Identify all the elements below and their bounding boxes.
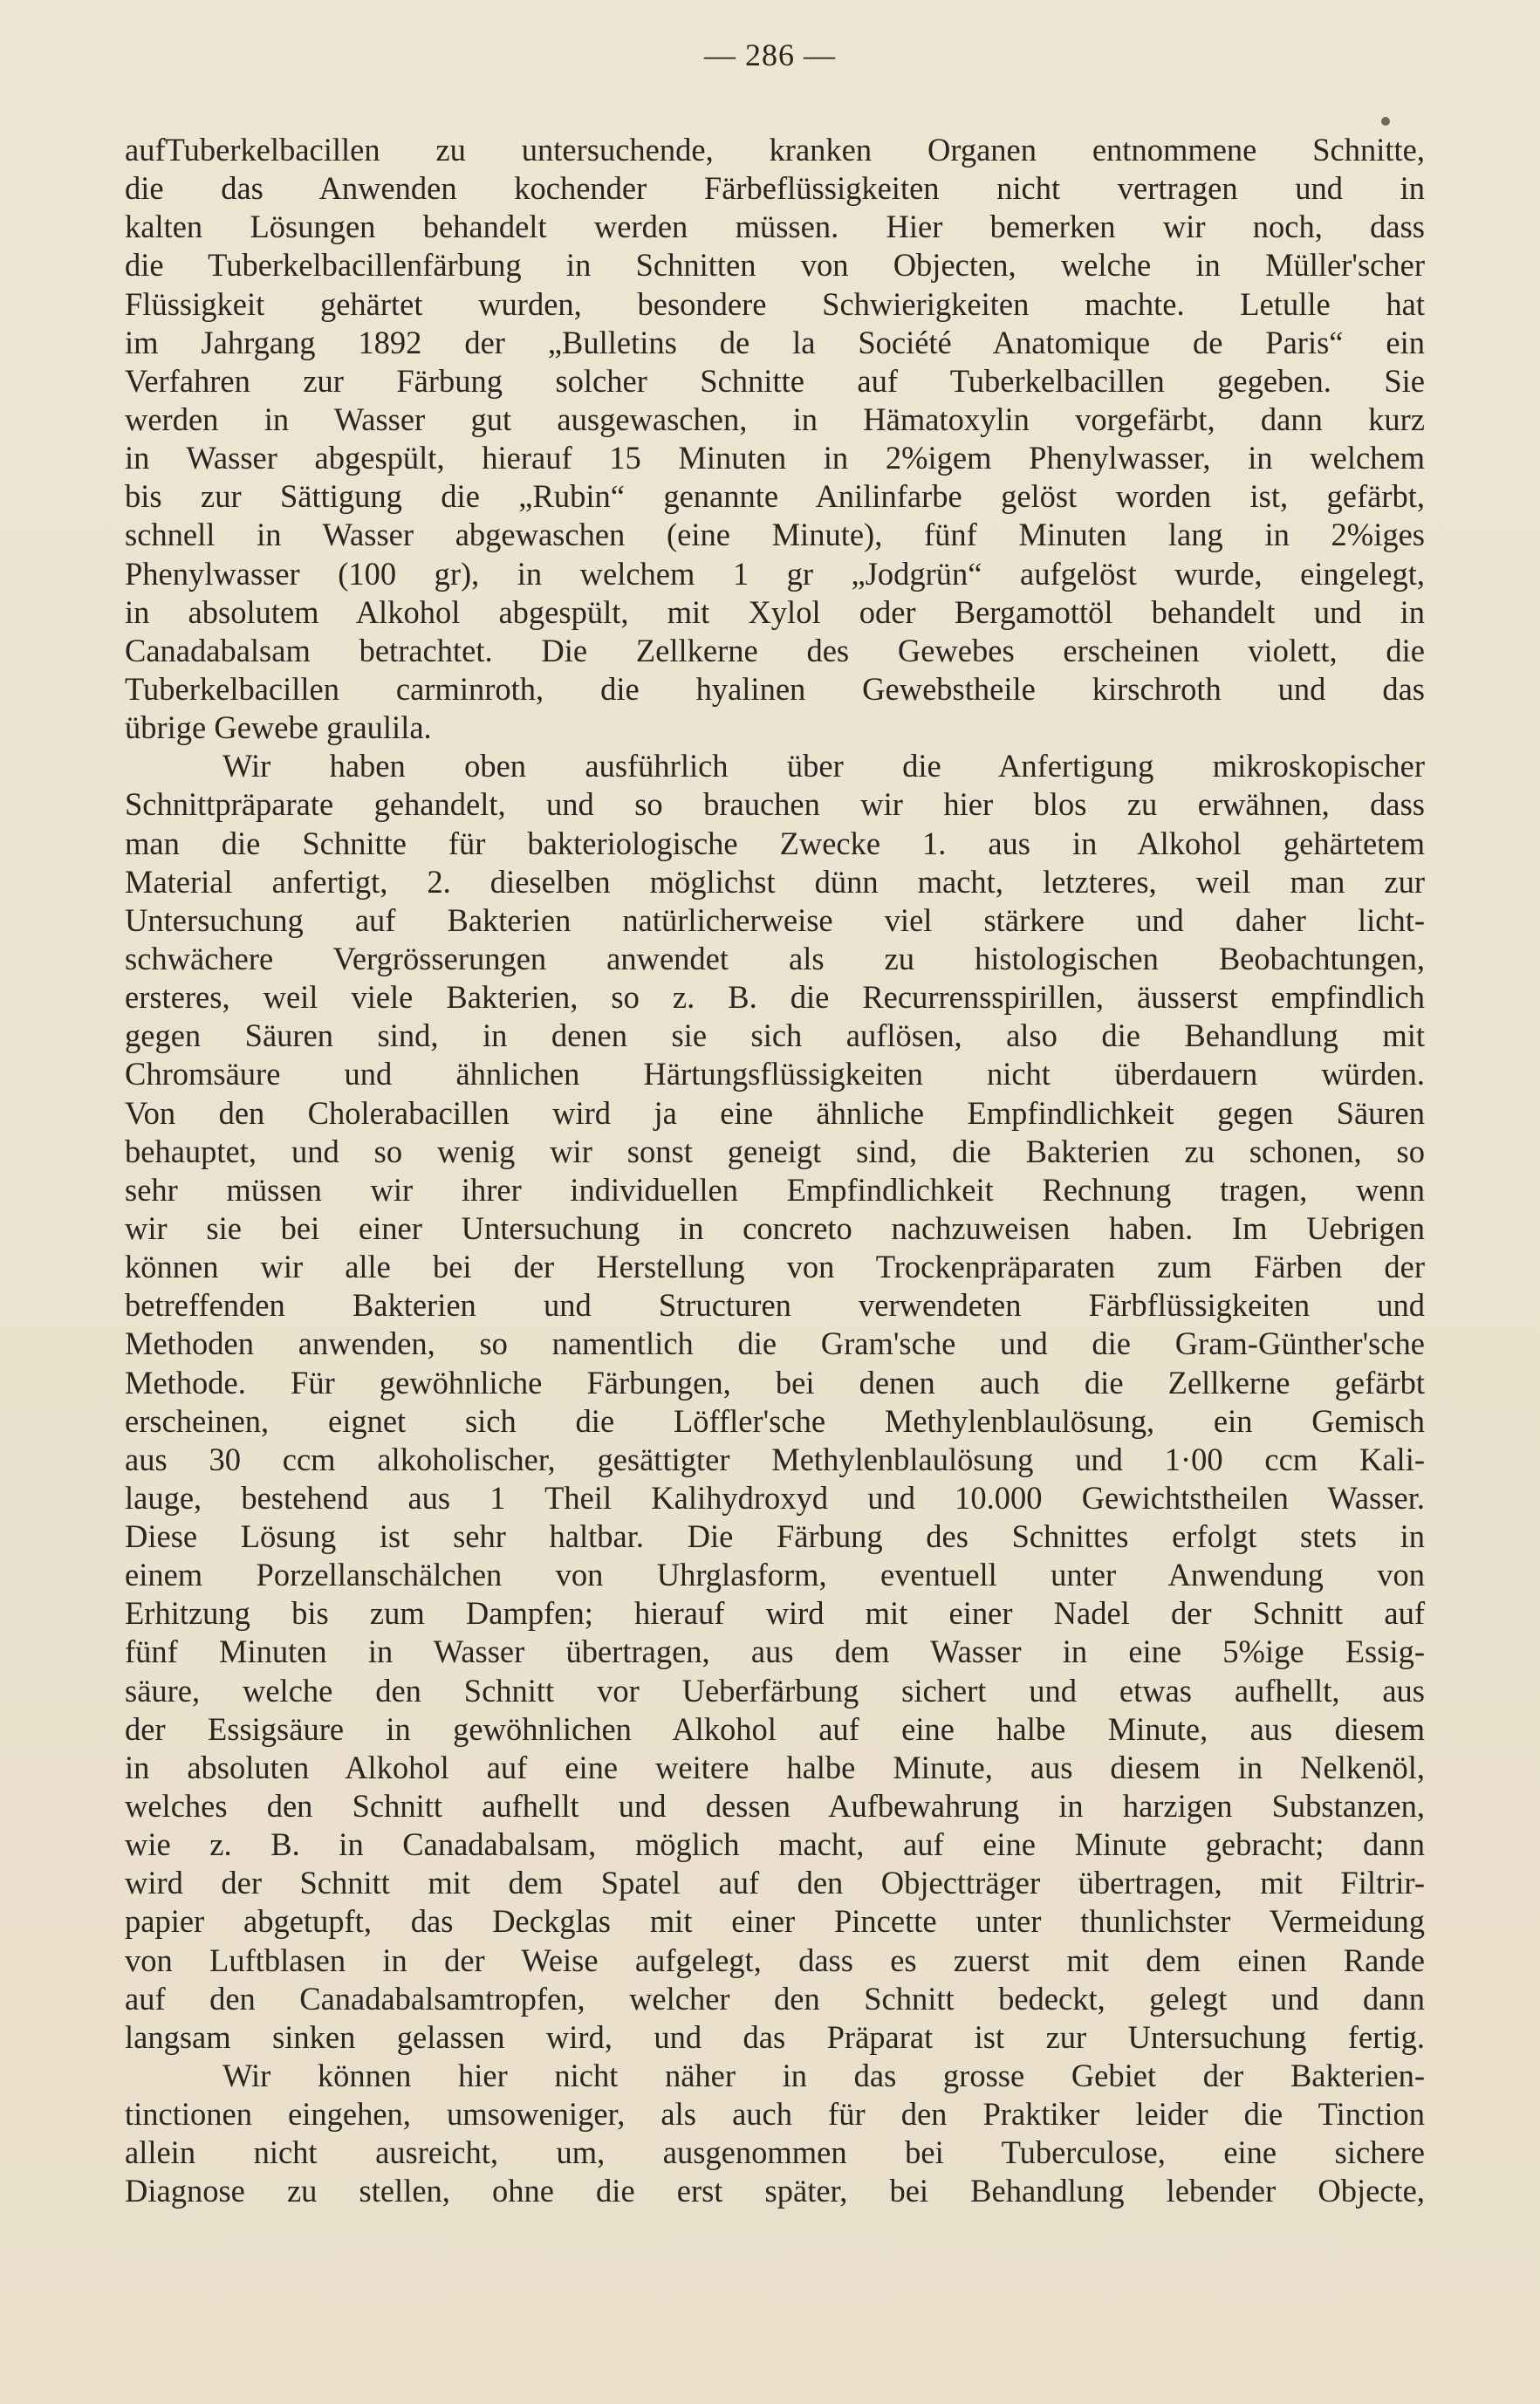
text-line: Methode. Für gewöhnliche Färbungen, bei denen auch die Zellkerne gefärbt	[125, 1364, 1425, 1401]
text-line: in absolutem Alkohol abgespült, mit Xylol oder Bergamottöl behandelt und in	[125, 593, 1425, 630]
text-line: fünf Minuten in Wasser übertragen, aus dem Wasser in eine 5%ige Essig-	[125, 1633, 1425, 1670]
text-line: Untersuchung auf Bakterien natürlicherweise viel stärkere und daher licht-	[125, 901, 1425, 938]
text-line: in Wasser abgespült, hierauf 15 Minuten in 2%igem Phenylwasser, in welchem	[125, 440, 1425, 476]
text-line: Chromsäure und ähnlichen Härtungsflüssigkeiten nicht überdauern würden.	[125, 1056, 1425, 1092]
text-line: tinctionen eingehen, umsoweniger, als auch für den Praktiker leider die Tinction	[125, 2096, 1425, 2133]
text-line: Schnittpräparate gehandelt, und so brauchen wir hier blos zu erwähnen, dass	[125, 786, 1425, 823]
text-line: behauptet, und so wenig wir sonst geneigt sind, die Bakterien zu schonen, so	[125, 1133, 1425, 1169]
text-line: wird der Schnitt mit dem Spatel auf den Objectträger übertragen, mit Filtrir-	[125, 1865, 1425, 1901]
text-line: Erhitzung bis zum Dampfen; hierauf wird mit einer Nadel der Schnitt auf	[125, 1595, 1425, 1632]
text-line: Canadabalsam betrachtet. Die Zellkerne des Gewebes erscheinen violett, die	[125, 632, 1425, 668]
text-line: einem Porzellanschälchen von Uhrglasform, eventuell unter Anwendung von	[125, 1557, 1425, 1593]
text-line: langsam sinken gelassen wird, und das Präparat ist zur Untersuchung fertig.	[125, 2018, 1425, 2055]
text-line: Verfahren zur Färbung solcher Schnitte auf Tuberkelbacillen gegeben. Sie	[125, 362, 1425, 399]
text-line: der Essigsäure in gewöhnlichen Alkohol auf eine halbe Minute, aus diesem	[125, 1710, 1425, 1747]
text-line: schnell in Wasser abgewaschen (eine Minute), fünf Minuten lang in 2%iges	[125, 517, 1425, 553]
text-line: Tuberkelbacillen carminroth, die hyalinen Gewebstheile kirschroth und das	[125, 670, 1425, 707]
text-line: die das Anwenden kochender Färbeflüssigkeiten nicht vertragen und in	[125, 170, 1425, 207]
text-line: welches den Schnitt aufhellt und dessen Aufbewahrung in harzigen Substanzen,	[125, 1788, 1425, 1825]
text-line: Diagnose zu stellen, ohne die erst später, bei Behandlung lebender Objecte,	[125, 2173, 1425, 2209]
text-line: Material anfertigt, 2. dieselben möglichst dünn macht, letzteres, weil man zur	[125, 863, 1425, 900]
text-line: können wir alle bei der Herstellung von Trockenpräparaten zum Färben der	[125, 1249, 1425, 1285]
text-line: aus 30 ccm alkoholischer, gesättigter Methylenblaulösung und 1·00 ccm Kali-	[125, 1441, 1425, 1477]
text-line: werden in Wasser gut ausgewaschen, in Hämatoxylin vorgefärbt, dann kurz	[125, 401, 1425, 437]
page-number: — 286 —	[704, 38, 836, 72]
text-line: sehr müssen wir ihrer individuellen Empfindlichkeit Rechnung tragen, wenn	[125, 1171, 1425, 1208]
ink-speck	[1381, 117, 1390, 126]
text-line: im Jahrgang 1892 der „Bulletins de la Société Anatomique de Paris“ ein	[125, 324, 1425, 360]
text-line: man die Schnitte für bakteriologische Zwecke 1. aus in Alkohol gehärtetem	[125, 825, 1425, 861]
text-line: gegen Säuren sind, in denen sie sich auflösen, also die Behandlung mit	[125, 1017, 1425, 1054]
text-line: Methoden anwenden, so namentlich die Gram'sche und die Gram-Günther'sche	[125, 1325, 1425, 1362]
text-line: übrige Gewebe graulila.	[125, 709, 432, 746]
text-line: die Tuberkelbacillenfärbung in Schnitten von Objecten, welche in Müller'scher	[125, 247, 1425, 284]
text-line: säure, welche den Schnitt vor Ueberfärbung sichert und etwas aufhellt, aus	[125, 1672, 1425, 1709]
text-line: schwächere Vergrösserungen anwendet als zu histologischen Beobachtungen,	[125, 940, 1425, 976]
text-line: auf den Canadabalsamtropfen, welcher den Schnitt bedeckt, gelegt und dann	[125, 1980, 1425, 2017]
text-line: bis zur Sättigung die „Rubin“ genannte Anilinfarbe gelöst worden ist, gefärbt,	[125, 478, 1425, 515]
text-line: in absoluten Alkohol auf eine weitere halbe Minute, aus diesem in Nelkenöl,	[125, 1749, 1425, 1785]
text-line: Flüssigkeit gehärtet wurden, besondere Schwierigkeiten machte. Letulle hat	[125, 285, 1425, 322]
text-line: allein nicht ausreicht, um, ausgenommen bei Tuberculose, eine sichere	[125, 2134, 1425, 2171]
text-line: betreffenden Bakterien und Structuren verwendeten Färbflüssigkeiten und	[125, 1287, 1425, 1324]
text-line: kalten Lösungen behandelt werden müssen. Hier bemerken wir noch, dass	[125, 209, 1425, 245]
text-line: wir sie bei einer Untersuchung in concreto nachzuweisen haben. Im Uebrigen	[125, 1209, 1425, 1246]
text-line: ersteres, weil viele Bakterien, so z. B. die Recurrensspirillen, äusserst empfindlich	[125, 979, 1425, 1016]
text-line: Wir können hier nicht näher in das grosse Gebiet der Bakterien-	[222, 2058, 1425, 2094]
text-line: Phenylwasser (100 gr), in welchem 1 gr „Jodgrün“ aufgelöst wurde, eingelegt,	[125, 555, 1425, 592]
text-line: lauge, bestehend aus 1 Theil Kalihydroxyd und 10.000 Gewichtstheilen Wasser.	[125, 1479, 1425, 1516]
text-line: erscheinen, eignet sich die Löffler'sche Methylenblaulösung, ein Gemisch	[125, 1402, 1425, 1439]
text-line: Diese Lösung ist sehr haltbar. Die Färbung des Schnittes erfolgt stets in	[125, 1518, 1425, 1555]
text-line: Wir haben oben ausführlich über die Anfertigung mikroskopischer	[222, 748, 1425, 784]
text-line: von Luftblasen in der Weise aufgelegt, dass es zuerst mit dem einen Rande	[125, 1942, 1425, 1978]
text-line: Von den Cholerabacillen wird ja eine ähnliche Empfindlichkeit gegen Säuren	[125, 1094, 1425, 1131]
body-text	[125, 131, 1425, 2211]
text-line: papier abgetupft, das Deckglas mit einer Pincette unter thunlichster Vermeidung	[125, 1903, 1425, 1940]
text-line: aufTuberkelbacillen zu untersuchende, kranken Organen entnommene Schnitte,	[125, 132, 1425, 168]
text-line: wie z. B. in Canadabalsam, möglich macht, auf eine Minute gebracht; dann	[125, 1826, 1425, 1863]
